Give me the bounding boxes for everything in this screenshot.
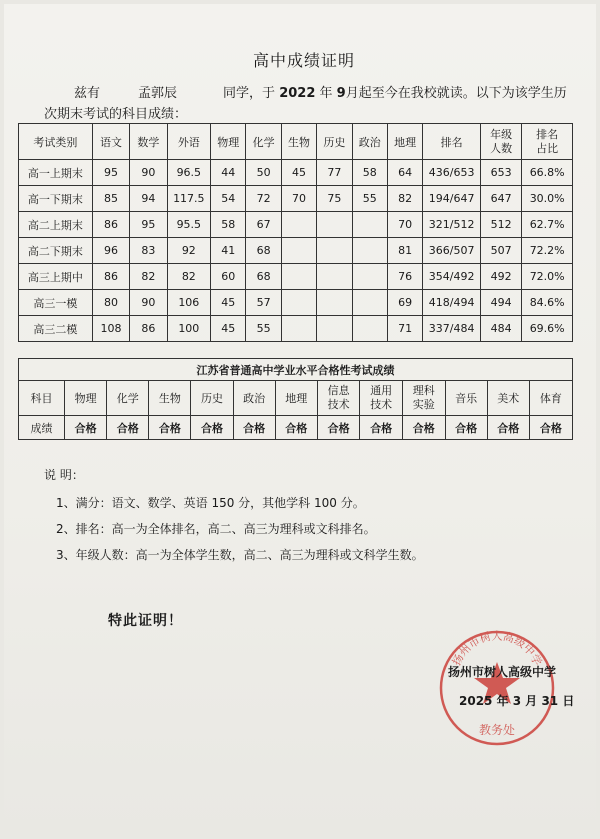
subject-cell: 化学	[107, 381, 149, 416]
table-cell: 366/507	[423, 238, 481, 264]
result-cell: 合格	[360, 416, 403, 440]
table-cell: 512	[480, 212, 521, 238]
table-cell	[352, 316, 387, 342]
header-cell	[522, 124, 573, 160]
table-cell: 95.5	[167, 212, 210, 238]
intro-line-2: 次期末考试的科目成绩：	[44, 107, 188, 122]
table-cell: 77	[317, 160, 352, 186]
notes-heading: 说 明：	[44, 468, 84, 482]
table-cell: 72	[246, 186, 281, 212]
table-cell: 44	[211, 160, 246, 186]
subject-cell	[360, 381, 403, 416]
table-cell: 68	[246, 238, 281, 264]
result-cell: 合格	[317, 416, 360, 440]
table-cell: 82	[130, 264, 167, 290]
result-cell: 合格	[107, 416, 149, 440]
table-cell: 76	[387, 264, 422, 290]
table-cell	[352, 212, 387, 238]
table-cell: 494	[480, 290, 521, 316]
table-cell: 94	[130, 186, 167, 212]
table-cell: 66.8%	[522, 160, 573, 186]
seal-top-text: 扬州市树人高级中学	[449, 629, 545, 668]
table-row	[19, 212, 573, 238]
table-cell: 30.0%	[522, 186, 573, 212]
result-cell: 合格	[65, 416, 107, 440]
table-cell: 82	[167, 264, 210, 290]
table-cell: 62.7%	[522, 212, 573, 238]
table-cell: 60	[211, 264, 246, 290]
result-cell: 合格	[529, 416, 572, 440]
table-cell: 100	[167, 316, 210, 342]
table-cell: 高三一模	[19, 290, 93, 316]
header-cell: 地理	[387, 124, 422, 160]
table-row	[19, 264, 573, 290]
intro-text-3: 月起至今在我校就读。以下为该学生历	[345, 86, 567, 101]
table-cell: 484	[480, 316, 521, 342]
table-cell	[352, 290, 387, 316]
enroll-month: 9	[336, 86, 346, 101]
table-cell: 69.6%	[522, 316, 573, 342]
subject-science-lab: 理科实验	[412, 384, 435, 411]
issue-date: 2025 年 3 月 31 日	[459, 694, 575, 708]
subject-cell: 地理	[275, 381, 317, 416]
table-cell	[317, 316, 352, 342]
table-cell: 69	[387, 290, 422, 316]
intro-text: 同学，于	[223, 86, 276, 101]
table-cell: 86	[130, 316, 167, 342]
table-cell: 418/494	[423, 290, 481, 316]
table-cell	[317, 290, 352, 316]
table-cell: 50	[246, 160, 281, 186]
subject-cell: 历史	[191, 381, 233, 416]
table-cell: 45	[211, 290, 246, 316]
table-cell	[317, 212, 352, 238]
school-name: 扬州市树人高级中学	[448, 665, 557, 679]
document-paper	[4, 4, 596, 835]
table-cell: 58	[352, 160, 387, 186]
result-cell: 成绩	[19, 416, 65, 440]
table-cell: 55	[352, 186, 387, 212]
certify-text: 特此证明！	[108, 613, 183, 629]
table-cell	[317, 264, 352, 290]
table-cell: 75	[317, 186, 352, 212]
student-name: 孟郭辰	[138, 86, 178, 101]
table-cell: 67	[246, 212, 281, 238]
table-cell: 54	[211, 186, 246, 212]
subject-cell: 政治	[233, 381, 275, 416]
subject-cell	[317, 381, 360, 416]
table-cell: 108	[92, 316, 129, 342]
subject-general-tech: 通用技术	[370, 384, 393, 411]
result-cell: 合格	[445, 416, 487, 440]
table-cell: 45	[211, 316, 246, 342]
result-cell: 合格	[233, 416, 275, 440]
table-row	[19, 160, 573, 186]
header-cell: 化学	[246, 124, 281, 160]
table-cell: 85	[92, 186, 129, 212]
table-cell: 492	[480, 264, 521, 290]
proficiency-subject-row	[19, 381, 573, 416]
subject-cell: 物理	[65, 381, 107, 416]
table-cell: 高二下期末	[19, 238, 93, 264]
table-cell: 64	[387, 160, 422, 186]
result-cell: 合格	[487, 416, 529, 440]
table-cell	[352, 238, 387, 264]
proficiency-table	[18, 358, 573, 440]
table-cell: 72.2%	[522, 238, 573, 264]
table-cell: 82	[387, 186, 422, 212]
table-cell: 321/512	[423, 212, 481, 238]
subject-cell: 音乐	[445, 381, 487, 416]
table-cell: 58	[211, 212, 246, 238]
table-cell: 95	[92, 160, 129, 186]
table-cell: 83	[130, 238, 167, 264]
table-row	[19, 290, 573, 316]
table-cell: 92	[167, 238, 210, 264]
subject-cell	[402, 381, 445, 416]
table-cell: 653	[480, 160, 521, 186]
table-cell: 84.6%	[522, 290, 573, 316]
header-cell: 政治	[352, 124, 387, 160]
table-cell: 81	[387, 238, 422, 264]
result-cell: 合格	[402, 416, 445, 440]
proficiency-result-row	[19, 416, 573, 440]
table-cell: 55	[246, 316, 281, 342]
table-cell: 194/647	[423, 186, 481, 212]
table-cell: 354/492	[423, 264, 481, 290]
subject-cell: 科目	[19, 381, 65, 416]
result-cell: 合格	[149, 416, 191, 440]
table-cell: 68	[246, 264, 281, 290]
table-cell: 41	[211, 238, 246, 264]
header-cell: 数学	[130, 124, 167, 160]
table-cell: 86	[92, 264, 129, 290]
subject-cell: 生物	[149, 381, 191, 416]
scores-header-row	[19, 124, 573, 160]
note-item: 1、满分：语文、数学、英语 150 分，其他学科 100 分。	[56, 496, 365, 510]
intro-line-1	[74, 82, 567, 101]
table-cell: 90	[130, 160, 167, 186]
header-cell: 外语	[167, 124, 210, 160]
table-cell: 86	[92, 212, 129, 238]
table-cell: 57	[246, 290, 281, 316]
table-cell: 337/484	[423, 316, 481, 342]
table-cell: 高二上期末	[19, 212, 93, 238]
table-cell: 71	[387, 316, 422, 342]
header-rank-ratio: 排名占比	[536, 127, 559, 155]
subject-cell: 体育	[529, 381, 572, 416]
table-cell: 117.5	[167, 186, 210, 212]
header-cell	[480, 124, 521, 160]
table-cell: 96.5	[167, 160, 210, 186]
scores-table	[18, 123, 573, 342]
table-cell: 45	[281, 160, 316, 186]
table-cell	[281, 264, 316, 290]
table-cell	[281, 290, 316, 316]
table-cell: 106	[167, 290, 210, 316]
note-item: 3、年级人数：高一为全体学生数，高二、高三为理科或文科学生数。	[56, 548, 424, 562]
intro-prefix: 兹有	[74, 86, 101, 101]
enroll-year: 2022	[279, 86, 316, 101]
header-cell: 物理	[211, 124, 246, 160]
proficiency-caption-row	[19, 359, 573, 381]
table-cell: 70	[281, 186, 316, 212]
table-cell: 高三二模	[19, 316, 93, 342]
table-row	[19, 316, 573, 342]
result-cell: 合格	[275, 416, 317, 440]
proficiency-caption: 江苏省普通高中学业水平合格性考试成绩	[19, 359, 573, 381]
table-cell: 高一下期末	[19, 186, 93, 212]
table-cell	[281, 238, 316, 264]
header-cell: 语文	[92, 124, 129, 160]
table-cell	[281, 316, 316, 342]
table-cell	[281, 212, 316, 238]
subject-it: 信息技术	[327, 384, 350, 411]
seal-bottom-text: 教务处	[478, 723, 516, 737]
table-cell: 90	[130, 290, 167, 316]
subject-cell: 美术	[487, 381, 529, 416]
table-cell: 647	[480, 186, 521, 212]
table-cell: 70	[387, 212, 422, 238]
table-cell	[352, 264, 387, 290]
table-cell: 高三上期中	[19, 264, 93, 290]
table-cell: 507	[480, 238, 521, 264]
table-row	[19, 186, 573, 212]
header-cell: 生物	[281, 124, 316, 160]
table-cell	[317, 238, 352, 264]
document-title: 高中成绩证明	[252, 51, 355, 70]
header-cell: 排名	[423, 124, 481, 160]
table-cell: 436/653	[423, 160, 481, 186]
table-cell: 72.0%	[522, 264, 573, 290]
table-cell: 80	[92, 290, 129, 316]
note-item: 2、排名：高一为全体排名，高二、高三为理科或文科排名。	[56, 522, 376, 536]
intro-text-2: 年	[319, 86, 333, 101]
table-cell: 96	[92, 238, 129, 264]
header-cell: 历史	[317, 124, 352, 160]
official-seal	[437, 628, 557, 748]
table-cell: 95	[130, 212, 167, 238]
result-cell: 合格	[191, 416, 233, 440]
table-cell: 高一上期末	[19, 160, 93, 186]
table-row	[19, 238, 573, 264]
header-cell: 考试类别	[19, 124, 93, 160]
header-grade-count: 年级人数	[490, 127, 513, 155]
